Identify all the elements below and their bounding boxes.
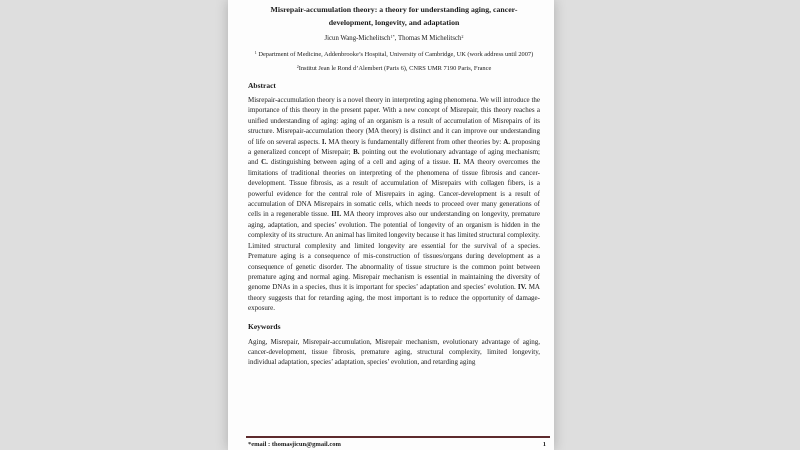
author-2-name: Thomas M Michelitsch: [397, 35, 462, 42]
affiliation-1-mark: 1: [254, 50, 257, 56]
page-content: [228, 0, 554, 368]
paper-title-line2: development, longevity, and adaptation: [328, 18, 460, 27]
affiliation-1-text: Department of Medicine, Addenbrooke’s Hospital, University of Cambridge, UK (work address until 2007): [256, 51, 534, 58]
affiliation-2-mark: 2: [296, 64, 299, 70]
author-line: [248, 34, 540, 43]
keywords-text: Aging, Misrepair, Misrepair-accumulation, Misrepair mechanism, evolutionary advantage of aging, cancer-development, tissue fibrosis, premature aging, structural complexity, limited longevity, individual adaptation, species’ adaptation, species’ evolution, and retarding aging: [248, 337, 540, 367]
page-number: 1: [542, 441, 546, 448]
abstract-text: Misrepair-accumulation theory is a novel theory in interpreting aging phenomena. We will introduce the importance of this theory in the present paper. With a new concept of Misrepair, this theory reaches a unified understanding of aging: aging of an organism is a result of accumulation of Misrepairs of its structure. Misrepair-accumulation theory (MA theory) is distinct and it can improve our understanding of life on several aspects. I. MA theory is fundamentally different from other theories by: A. proposing a generalized concept of Misrepair; B. pointing out the evolutionary advantage of aging mechanism; and C. distinguishing between aging of a cell and aging of a tissue. II. MA theory overcomes the limitations of traditional theories on interpreting of the phenomena of tissue fibrosis and cancer-development. Tissue fibrosis, as a result of accumulation of Misrepairs with collagen fibers, is a powerful evidence for the central role of Misrepairs in aging. Cancer-development is a result of accumulation of DNA Misrepairs in somatic cells, which needs to proceed over many generations of cells in a regenerable tissue. III. MA theory improves also our understanding on longevity, premature aging, adaptation, and species’ evolution. The potential of longevity of an organism is hidden in the complexity of its structure. An animal has limited longevity because it has limited structural complexity. Limited structural complexity and limited longevity are essential for the survival of a species. Premature aging is a consequence of mis-construction of tissues/organs during development as a consequence of genetic disorder. The abnormality of tissue structure is the common point between premature aging and normal aging. Misrepair mechanism is essential in maintaining the diversity of genome DNAs in a species, thus it is important for species’ adaptation and species’ evolution. IV. MA theory suggests that for retarding aging, the most important is to reduce the opportunity of damage-exposure.: [248, 96, 541, 313]
paper-title-line1: Misrepair-accumulation theory: a theory for understanding aging, cancer-: [270, 5, 518, 14]
author-1-name: Jicun Wang-Michelitsch: [324, 35, 391, 42]
affiliation-2: [248, 64, 540, 73]
keywords-heading: Keywords: [248, 321, 281, 331]
affiliation-1: [248, 50, 540, 59]
abstract-heading: Abstract: [248, 81, 276, 90]
affiliation-2-text: Institut Jean le Rond d’Alembert (Paris 6), CNRS UMR 7190 Paris, France: [298, 65, 492, 72]
document-page: [228, 0, 554, 450]
author-separator: ,: [394, 35, 398, 42]
footnote-separator-line: [246, 436, 550, 438]
paper-title: [248, 3, 540, 29]
page-footer: [248, 440, 546, 449]
author-1-affiliation-mark: 1*: [390, 34, 395, 40]
footer-email-note: *email : thomasjicun@gmail.com: [248, 441, 341, 448]
author-2-affiliation-mark: 2: [461, 34, 464, 40]
